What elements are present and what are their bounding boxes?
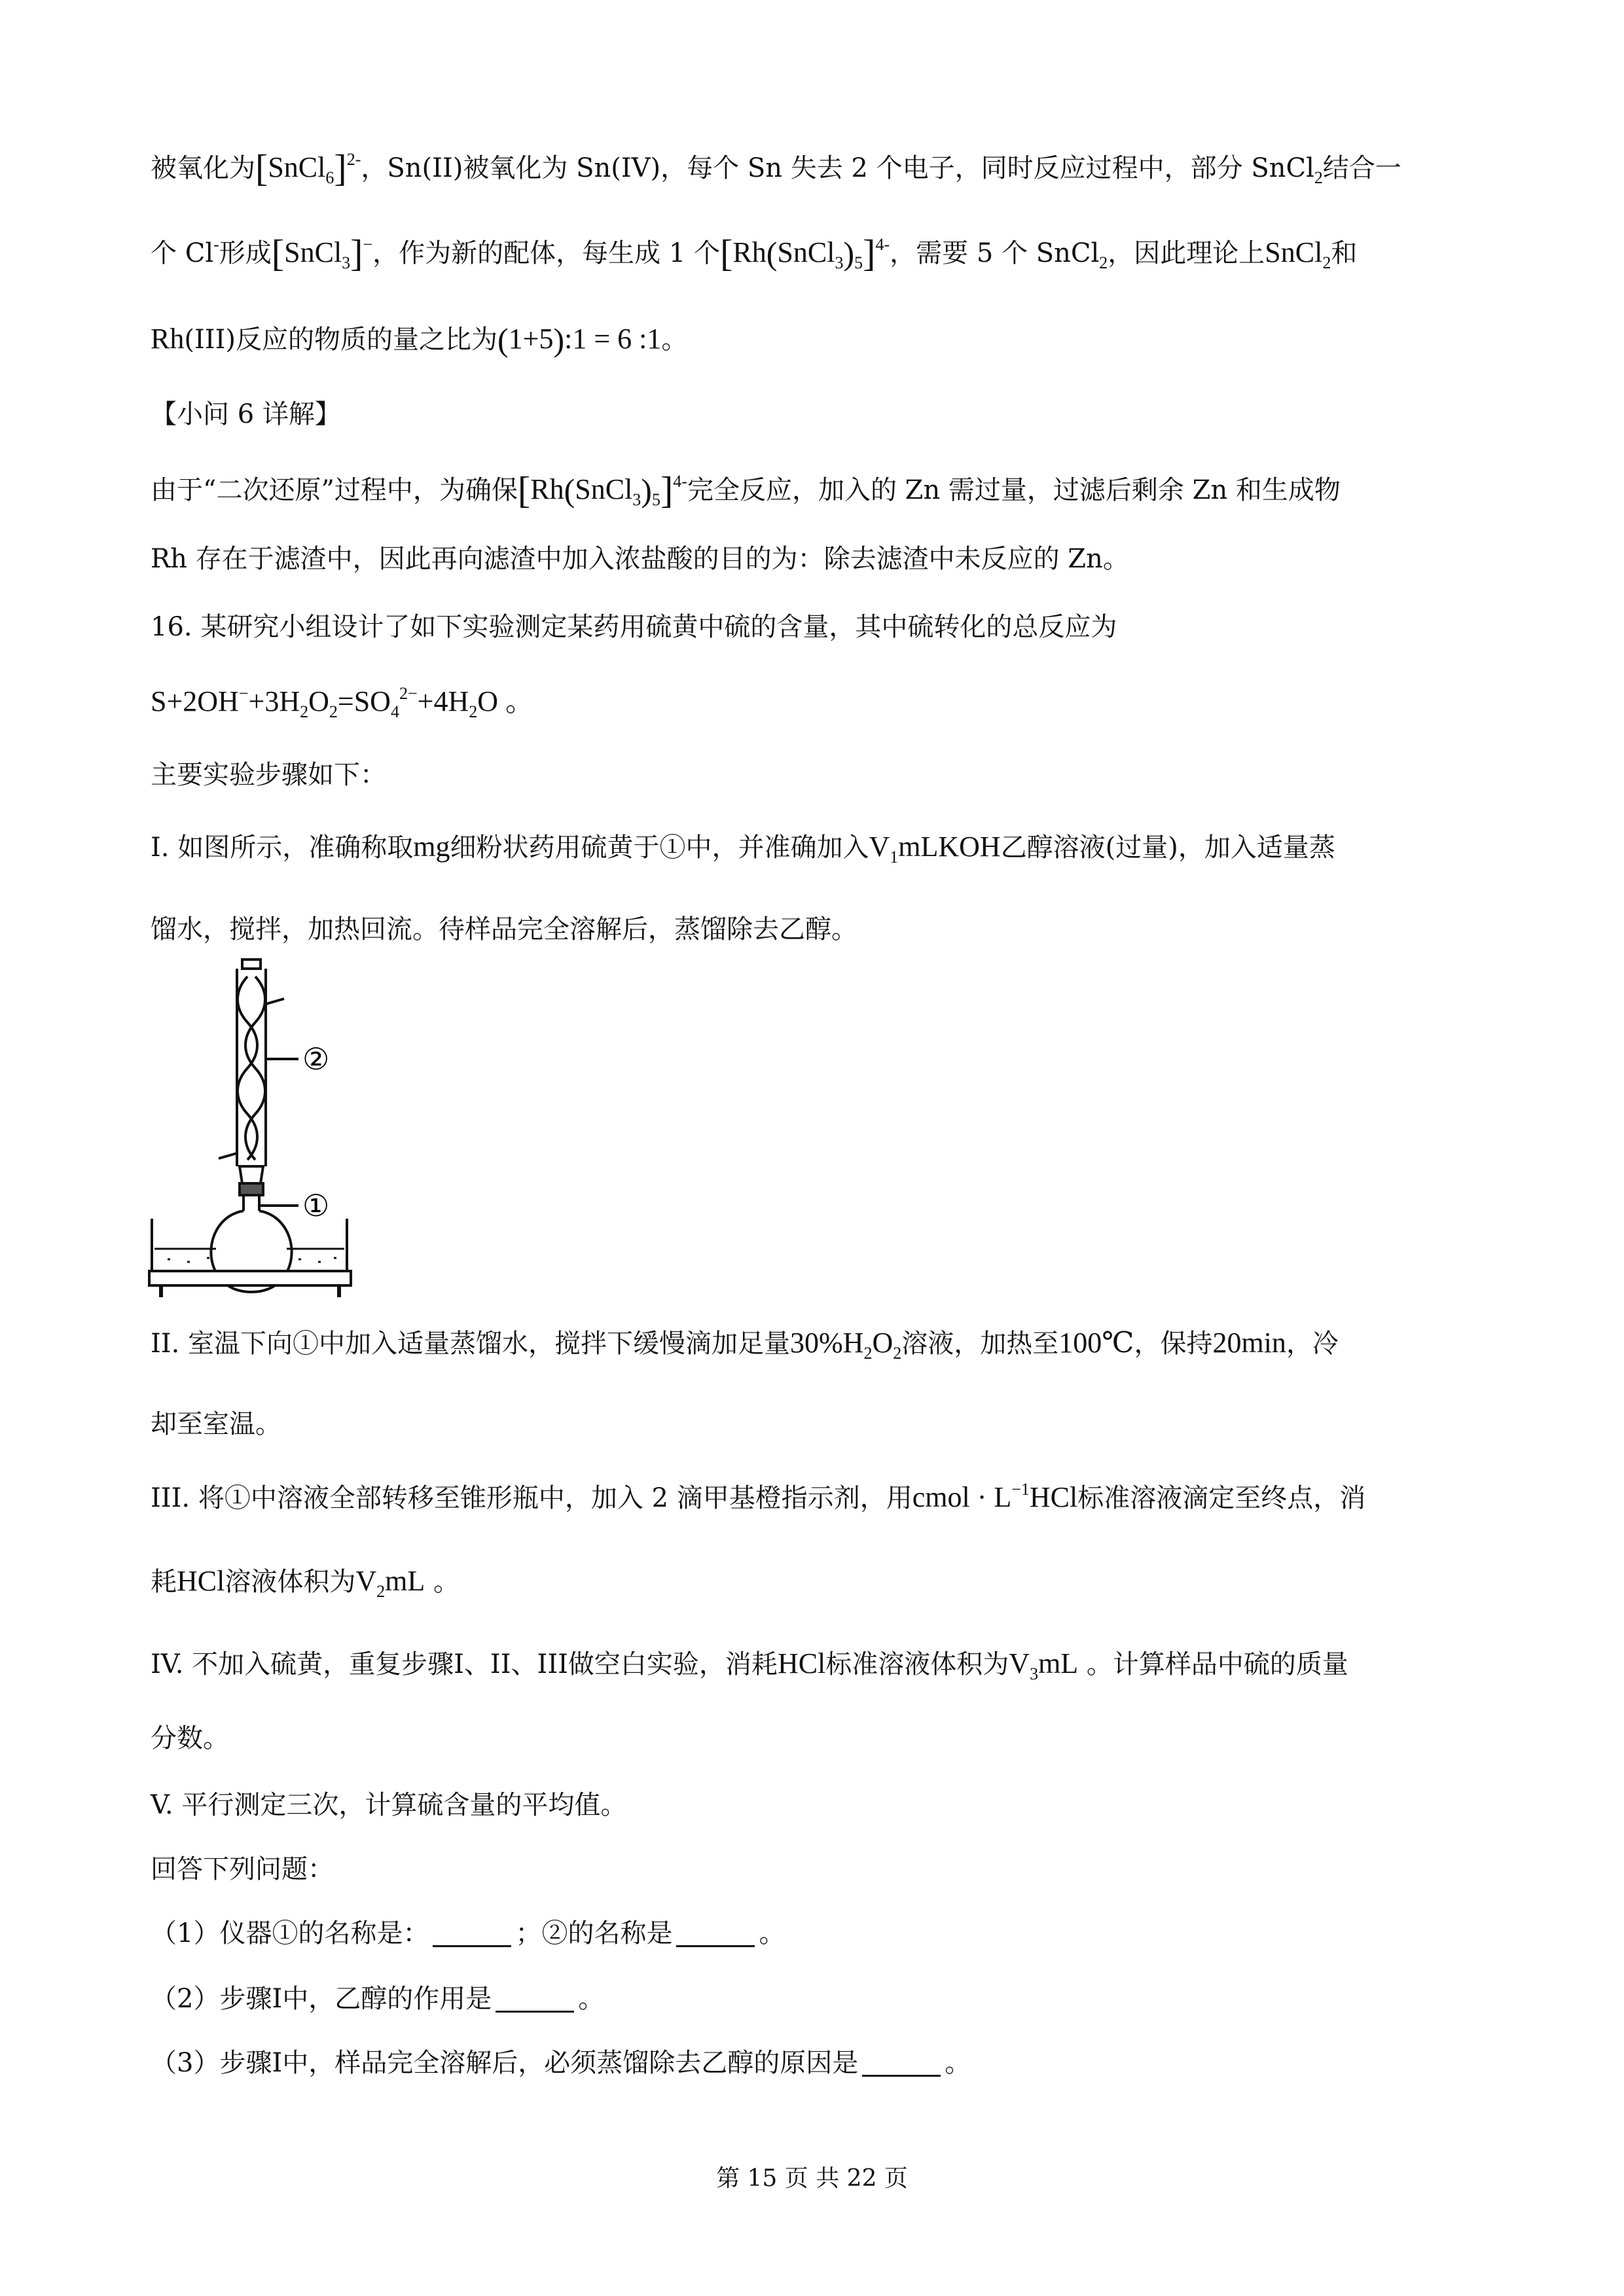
- text-line-6: Rh 存在于滤渣中，因此再向滤渣中加入浓盐酸的目的为：除去滤渣中未反应的 Zn。: [151, 544, 1129, 574]
- text-line-2: 个 Cl-形成[SnCl$_3$]−，作为新的配体，每生成 1 个$[Rh(SnCl_3)_5]^{4-}$，需要 5 个 SnCl$_2$，因此理论上SnCl$_2$和: [151, 232, 1358, 274]
- step-2-line-2: 却至室温。: [151, 1409, 281, 1439]
- text-line-3: Rh(III)反应的物质的量之比为(1+5):1 = 6 :1。: [151, 321, 688, 358]
- question-16-intro: 16. 某研究小组设计了如下实验测定某药用硫黄中硫的含量，其中硫转化的总反应为: [151, 612, 1117, 642]
- step-1-line-2: 馏水，搅拌，加热回流。待样品完全溶解后，蒸馏除去乙醇。: [151, 914, 857, 944]
- section-heading-q6: 【小问 6 详解】: [151, 399, 341, 429]
- text-line-1: 被氧化为[SnCl$_6$]$^{2-}$，Sn(II)被氧化为 Sn(IV)，每个 Sn 失去 2 个电子，同时反应过程中，部分 SnCl$_2$结合一: [151, 147, 1401, 189]
- page-footer: 第 15 页 共 22 页: [716, 2165, 908, 2192]
- label-condenser: ②: [302, 1041, 330, 1077]
- step-2-line-1: II. 室温下向①中加入适量蒸馏水，搅拌下缓慢滴加足量$30\%H_2O_2$溶液，加热至100℃，保持20min，冷: [151, 1327, 1339, 1363]
- label-flask: ①: [302, 1188, 330, 1223]
- answer-prompt: 回答下列问题：: [151, 1854, 334, 1884]
- answer-blank-2[interactable]: [496, 1984, 574, 2013]
- question-2: （2）步骤I中，乙醇的作用是 。: [151, 1984, 605, 2014]
- answer-blank-3[interactable]: [862, 2049, 941, 2077]
- question-1: （1）仪器①的名称是： ；②的名称是 。: [151, 1918, 785, 1948]
- step-4-line-2: 分数。: [151, 1723, 229, 1753]
- answer-blank-1a[interactable]: [433, 1919, 511, 1947]
- question-3: （3）步骤I中，样品完全溶解后，必须蒸馏除去乙醇的原因是 。: [151, 2048, 971, 2078]
- step-3-line-1: III. 将①中溶液全部转移至锥形瓶中，加入 2 滴甲基橙指示剂，用cmol · $L^{-1}HCl$标准溶液滴定至终点，消: [151, 1480, 1366, 1513]
- text-steps-heading: 主要实验步骤如下：: [151, 760, 386, 790]
- step-3-line-2: 耗HCl溶液体积为$V_2mL$ 。: [151, 1565, 460, 1601]
- step-5: V. 平行测定三次，计算硫含量的平均值。: [151, 1790, 627, 1820]
- step-4-line-1: IV. 不加入硫黄，重复步骤I、II、III做空白实验，消耗HCl标准溶液体积为$V_3mL$ 。计算样品中硫的质量: [151, 1647, 1348, 1683]
- reaction-equation: $S+2OH^-+3H_2O_2=SO_4^{2-}+4H_2O$ 。: [151, 684, 534, 721]
- text-line-5: 由于“二次还原”过程中，为确保$[Rh(SnCl_3)_5]^{4-}$完全反应，加入的 Zn 需过量，过滤后剩余 Zn 和生成物: [151, 469, 1341, 511]
- condenser-drawing: [149, 960, 351, 1297]
- reflux-apparatus-figure: [148, 957, 364, 1297]
- step-1-line-1: I. 如图所示，准确称取mg细粉状药用硫黄于①中，并准确加入$V_1mLKOH$乙醇溶液(过量)，加入适量蒸: [151, 831, 1335, 867]
- answer-blank-1b[interactable]: [676, 1919, 755, 1947]
